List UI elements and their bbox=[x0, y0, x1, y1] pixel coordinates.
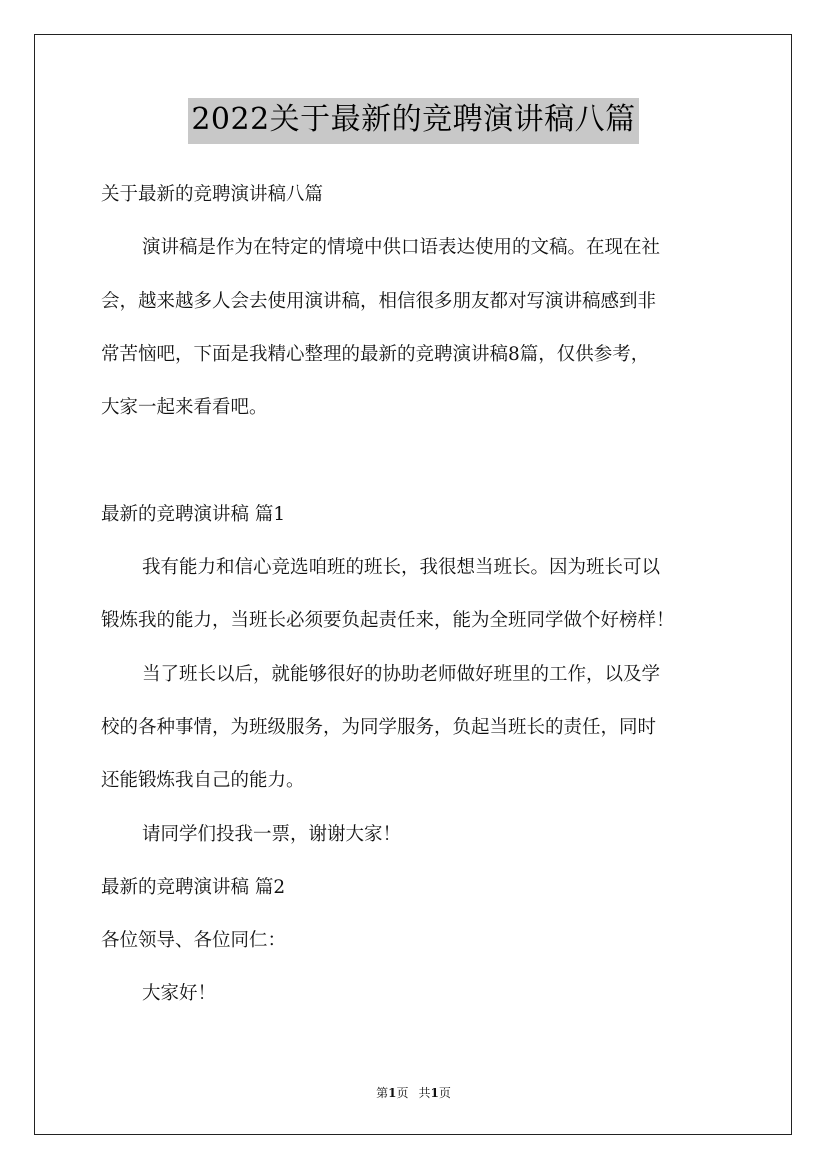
paragraph-line: 我有能力和信心竞选咱班的班长，我很想当班长。因为班长可以 bbox=[142, 557, 661, 579]
section-heading: 最新的竞聘演讲稿 篇1 bbox=[101, 503, 286, 525]
page-label-unit: 页 bbox=[396, 1086, 409, 1100]
salutation: 各位领导、各位同仁： bbox=[101, 930, 287, 952]
paragraph-line: 还能锻炼我自己的能力。 bbox=[101, 770, 305, 792]
paragraph-line: 校的各种事情，为班级服务，为同学服务，负起当班长的责任，同时 bbox=[101, 716, 657, 738]
intro-line: 大家一起来看看吧。 bbox=[101, 397, 268, 419]
intro-line: 常苦恼吧，下面是我精心整理的最新的竞聘演讲稿8篇，仅供参考， bbox=[101, 343, 650, 365]
page-number: 1 bbox=[388, 1086, 397, 1100]
paragraph-line: 请同学们投我一票，谢谢大家！ bbox=[142, 823, 402, 845]
intro-line: 会，越来越多人会去使用演讲稿，相信很多朋友都对写演讲稿感到非 bbox=[101, 290, 657, 312]
document-body bbox=[101, 173, 737, 1026]
section-heading: 最新的竞聘演讲稿 篇2 bbox=[101, 876, 286, 898]
greeting: 大家好！ bbox=[142, 983, 217, 1005]
paragraph-line: 锻炼我的能力，当班长必须要负起责任来，能为全班同学做个好榜样！ bbox=[101, 610, 675, 632]
total-label-unit: 页 bbox=[438, 1086, 451, 1100]
page-total: 1 bbox=[430, 1086, 439, 1100]
document-title: 2022关于最新的竞聘演讲稿八篇 bbox=[188, 98, 638, 144]
paragraph-line: 当了班长以后，就能够很好的协助老师做好班里的工作，以及学 bbox=[142, 663, 661, 685]
blank-line bbox=[101, 439, 737, 492]
intro-line: 演讲稿是作为在特定的情境中供口语表达使用的文稿。在现在社 bbox=[142, 237, 661, 259]
title-container bbox=[0, 98, 827, 144]
page-footer bbox=[0, 1084, 827, 1101]
document-subtitle: 关于最新的竞聘演讲稿八篇 bbox=[101, 184, 324, 205]
total-label-prefix: 共 bbox=[418, 1086, 431, 1100]
page-label-prefix: 第 bbox=[376, 1086, 389, 1100]
